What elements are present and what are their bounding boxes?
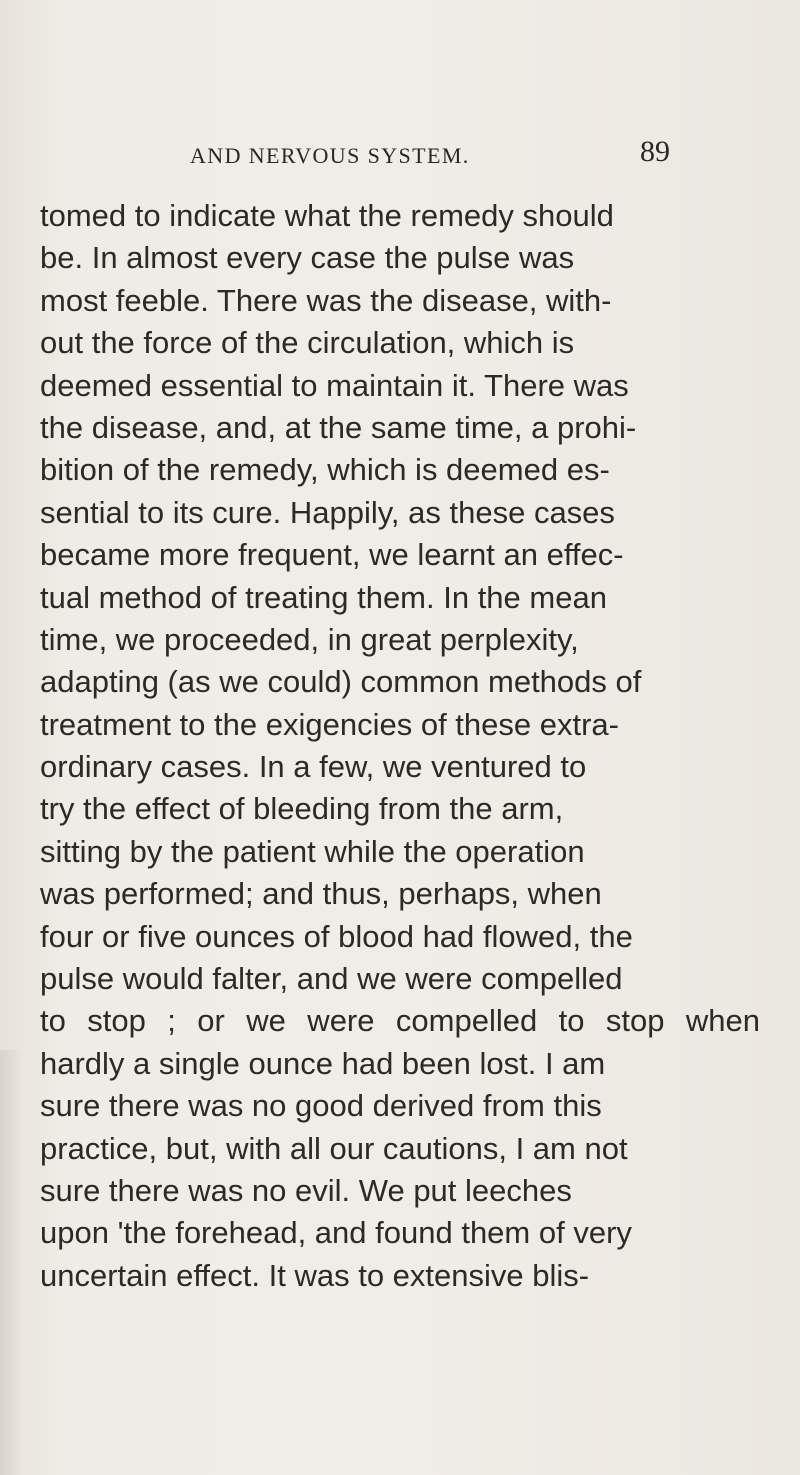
- text-line: sure there was no good derived from this: [40, 1088, 602, 1124]
- text-line: pulse would falter, and we were compelled: [40, 961, 623, 997]
- text-line: deemed essential to maintain it. There was: [40, 367, 629, 403]
- text-line: to stop ; or we were compelled to stop when: [40, 1003, 760, 1039]
- text-line: most feeble. There was the disease, with-: [40, 282, 612, 318]
- text-line: be. In almost every case the pulse was: [40, 240, 575, 276]
- text-line: tual method of treating them. In the mean: [40, 579, 607, 615]
- page-number: 89: [640, 135, 670, 168]
- text-line: out the force of the circulation, which is: [40, 325, 575, 361]
- text-line: sitting by the patient while the operation: [40, 833, 585, 869]
- text-line: sure there was no evil. We put leeches: [40, 1172, 572, 1208]
- text-line: try the effect of bleeding from the arm,: [40, 791, 564, 827]
- text-line: practice, but, with all our cautions, I am not: [40, 1130, 628, 1166]
- text-line: was performed; and thus, perhaps, when: [40, 876, 602, 912]
- page-header: [0, 135, 800, 175]
- text-line: tomed to indicate what the remedy should: [40, 198, 614, 233]
- text-line: bition of the remedy, which is deemed es-: [40, 452, 610, 488]
- text-line: the disease, and, at the same time, a prohi-: [40, 409, 637, 445]
- text-line: sential to its cure. Happily, as these cases: [40, 494, 615, 530]
- running-title: AND NERVOUS SYSTEM.: [190, 143, 470, 168]
- body-text: [40, 195, 760, 1297]
- text-line: time, we proceeded, in great perplexity,: [40, 621, 579, 657]
- text-line: became more frequent, we learnt an effec-: [40, 537, 624, 573]
- text-line: adapting (as we could) common methods of: [40, 664, 642, 700]
- text-line: uncertain effect. It was to extensive blis-: [40, 1257, 590, 1293]
- text-line: ordinary cases. In a few, we ventured to: [40, 749, 587, 785]
- text-line: treatment to the exigencies of these extra-: [40, 706, 619, 742]
- text-line: four or five ounces of blood had flowed, the: [40, 918, 633, 954]
- text-line: upon 'the forehead, and found them of very: [40, 1215, 632, 1251]
- text-line: hardly a single ounce had been lost. I am: [40, 1045, 606, 1081]
- page-edge-shadow: [0, 1050, 22, 1475]
